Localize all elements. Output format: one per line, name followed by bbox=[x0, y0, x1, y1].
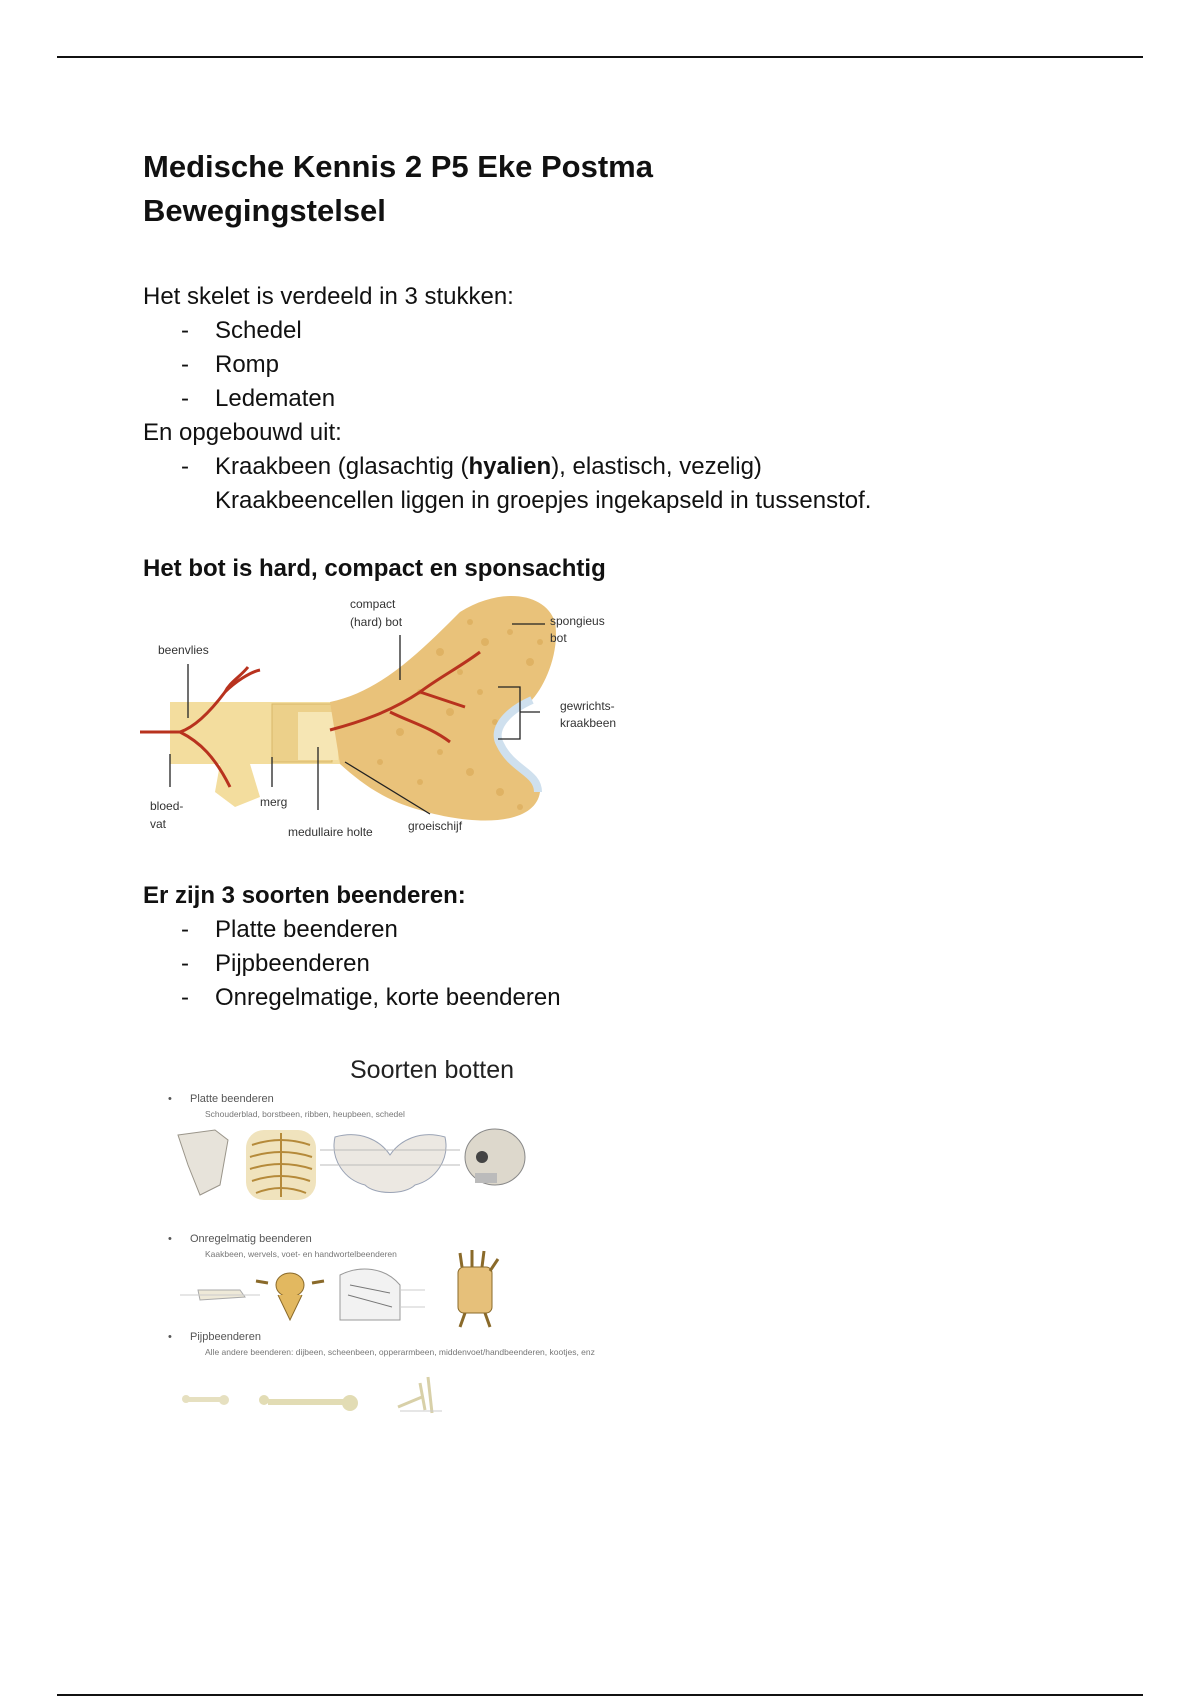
tibia-image bbox=[259, 1395, 358, 1411]
label-growth-plate: groeischijf bbox=[408, 819, 463, 833]
label-cartilage-2: kraakbeen bbox=[560, 716, 617, 730]
bone-types-heading: Er zijn 3 soorten beenderen: bbox=[143, 882, 466, 909]
label-spongy-1: spongieus bbox=[550, 614, 605, 628]
document-body bbox=[143, 145, 1043, 586]
foot-image bbox=[340, 1269, 425, 1320]
femur-image bbox=[182, 1395, 229, 1405]
bone-illustration bbox=[140, 596, 556, 821]
skeleton-section bbox=[143, 280, 1043, 518]
list-item: - Schedel bbox=[181, 314, 1043, 348]
slide-flat-label: Platte beenderen bbox=[190, 1093, 274, 1105]
label-vessel-2: vat bbox=[150, 817, 167, 831]
label-cartilage-1: gewrichts- bbox=[560, 699, 615, 713]
skeleton-intro: Het skelet is verdeeld in 3 stukken: bbox=[143, 283, 514, 310]
cartilage-text-end: ), elastisch, vezelig) bbox=[551, 453, 762, 480]
vertebra-image bbox=[256, 1273, 324, 1320]
bone-types-section bbox=[143, 879, 1043, 1015]
shoulder-blade-image bbox=[178, 1130, 228, 1195]
slide-irregular-examples: Kaakbeen, wervels, voet- en handwortelbeenderen bbox=[205, 1249, 397, 1259]
long-bones-images bbox=[182, 1377, 442, 1413]
label-spongy-2: bot bbox=[550, 631, 567, 645]
cartilage-text: Kraakbeen (glasachtig ( bbox=[215, 453, 469, 480]
flat-bones-images bbox=[178, 1129, 525, 1200]
finger-bones-image bbox=[398, 1377, 442, 1413]
slide-long-examples: Alle andere beenderen: dijbeen, scheenbeen, opperarmbeen, middenvoet/handbeenderen, kootjes, enz bbox=[205, 1347, 595, 1357]
ribcage-image bbox=[246, 1130, 316, 1200]
label-compact-1: compact bbox=[350, 597, 396, 611]
list-item: - Platte beenderen bbox=[181, 913, 1043, 947]
label-medullary: medullaire holte bbox=[288, 825, 373, 839]
list-item: - Pijpbeenderen bbox=[181, 947, 1043, 981]
slide-title: Soorten botten bbox=[350, 1056, 515, 1084]
bone-heading: Het bot is hard, compact en sponsachtig bbox=[143, 555, 606, 582]
svg-text:•: • bbox=[168, 1233, 172, 1245]
skull-image bbox=[465, 1129, 525, 1185]
hand-image bbox=[458, 1250, 498, 1327]
label-compact-2: (hard) bot bbox=[350, 615, 403, 629]
jawbone-image bbox=[180, 1290, 260, 1300]
list-item: - Onregelmatige, korte beenderen bbox=[181, 981, 1043, 1015]
document-title bbox=[143, 145, 1043, 233]
top-rule bbox=[57, 56, 1143, 58]
pelvis-image bbox=[320, 1135, 460, 1193]
label-vessel-1: bloed- bbox=[150, 799, 184, 813]
list-item-cartilage bbox=[181, 450, 1043, 484]
built-list bbox=[143, 450, 1043, 484]
slide-irregular-label: Onregelmatig beenderen bbox=[190, 1233, 312, 1245]
title-line-1: Medische Kennis 2 P5 Eke Postma bbox=[143, 149, 653, 184]
cartilage-note: Kraakbeencellen liggen in groepjes ingekapseld in tussenstof. bbox=[215, 487, 872, 514]
bone-figure bbox=[140, 592, 660, 850]
irregular-bones-images bbox=[180, 1250, 498, 1327]
skeleton-parts-list bbox=[143, 314, 1043, 416]
slide-flat-examples: Schouderblad, borstbeen, ribben, heupbeen, schedel bbox=[205, 1109, 405, 1119]
title-line-2: Bewegingstelsel bbox=[143, 193, 386, 228]
slide-long-label: Pijpbeenderen bbox=[190, 1331, 261, 1343]
svg-text:•: • bbox=[168, 1093, 172, 1105]
bone-types-slide bbox=[160, 1045, 700, 1430]
cartilage-bold: hyalien bbox=[468, 453, 552, 480]
svg-text:•: • bbox=[168, 1331, 172, 1343]
bone-section bbox=[143, 552, 1043, 586]
bone-types-list bbox=[143, 913, 1043, 1015]
bottom-rule bbox=[57, 1694, 1143, 1696]
label-marrow: merg bbox=[260, 795, 288, 809]
built-intro: En opgebouwd uit: bbox=[143, 419, 342, 446]
label-periosteum: beenvlies bbox=[158, 643, 209, 657]
list-item: - Ledematen bbox=[181, 382, 1043, 416]
list-item: - Romp bbox=[181, 348, 1043, 382]
